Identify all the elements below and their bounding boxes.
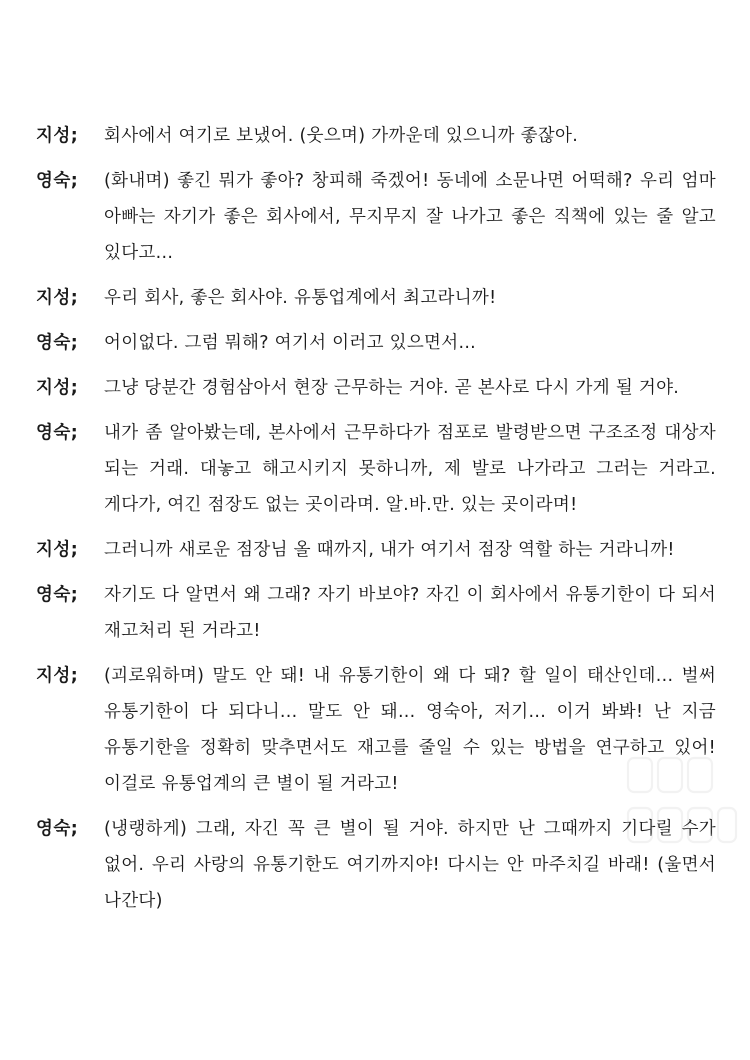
speaker-name: 지성; [36, 288, 79, 308]
dialogue-text: (화내며) 좋긴 뭐가 좋아? 창피해 죽겠어! 동네에 소문나면 어떡해? 우리 엄마 아빠는 자기가 좋은 회사에서, 무지무지 잘 나가고 좋은 직책에 있는 줄 알고 있다고... [104, 171, 716, 263]
dialogue-line [36, 163, 716, 271]
dialogue-line [36, 118, 716, 154]
speaker-name: 영숙; [36, 423, 79, 443]
dialogue-line [36, 811, 716, 919]
speaker-name: 지성; [36, 666, 79, 686]
speaker-name: 지성; [36, 540, 79, 560]
speaker-name: 영숙; [36, 585, 79, 605]
dialogue-line [36, 532, 716, 568]
dialogue-text: 어이없다. 그럼 뭐해? 여기서 이러고 있으면서... [104, 333, 477, 353]
dialogue-script [36, 118, 716, 928]
dialogue-line [36, 415, 716, 523]
dialogue-line [36, 325, 716, 361]
dialogue-text: 회사에서 여기로 보냈어. (웃으며) 가까운데 있으니까 좋잖아. [104, 126, 579, 146]
dialogue-text: 그냥 당분간 경험삼아서 현장 근무하는 거야. 곧 본사로 다시 가게 될 거야. [104, 378, 680, 398]
dialogue-text: (괴로워하며) 말도 안 돼! 내 유통기한이 왜 다 돼? 할 일이 태산인데... 벌써 유통기한이 다 되다니... 말도 안 돼... 영숙아, 저기... 이거 봐봐! 난 지금 유통기한을 정확히 맞추면서도 재고를 줄일 수 있는 방법을 연구하고 있어! 이걸로 유통업계의 큰 별이 될 거라고! [104, 666, 716, 794]
dialogue-text: 자기도 다 알면서 왜 그래? 자기 바보야? 자긴 이 회사에서 유통기한이 다 되서 재고처리 된 거라고! [104, 585, 716, 641]
dialogue-text: 그러니까 새로운 점장님 올 때까지, 내가 여기서 점장 역할 하는 거라니까! [104, 540, 675, 560]
dialogue-line [36, 658, 716, 802]
speaker-name: 영숙; [36, 819, 79, 839]
dialogue-line [36, 577, 716, 649]
speaker-name: 영숙; [36, 171, 79, 191]
dialogue-line [36, 280, 716, 316]
dialogue-line [36, 370, 716, 406]
dialogue-text: 우리 회사, 좋은 회사야. 유통업계에서 최고라니까! [104, 288, 497, 308]
speaker-name: 지성; [36, 126, 79, 146]
dialogue-text: (냉랭하게) 그래, 자긴 꼭 큰 별이 될 거야. 하지만 난 그때까지 기다릴 수가 없어. 우리 사랑의 유통기한도 여기까지야! 다시는 안 마주치길 바래! (울면서 나간다) [104, 819, 716, 911]
speaker-name: 영숙; [36, 333, 79, 353]
dialogue-text: 내가 좀 알아봤는데, 본사에서 근무하다가 점포로 발령받으면 구조조정 대상자 되는 거래. 대놓고 해고시키지 못하니까, 제 발로 나가라고 그러는 거라고. 게다가, 여긴 점장도 없는 곳이라며. 알.바.만. 있는 곳이라며! [104, 423, 716, 515]
speaker-name: 지성; [36, 378, 79, 398]
